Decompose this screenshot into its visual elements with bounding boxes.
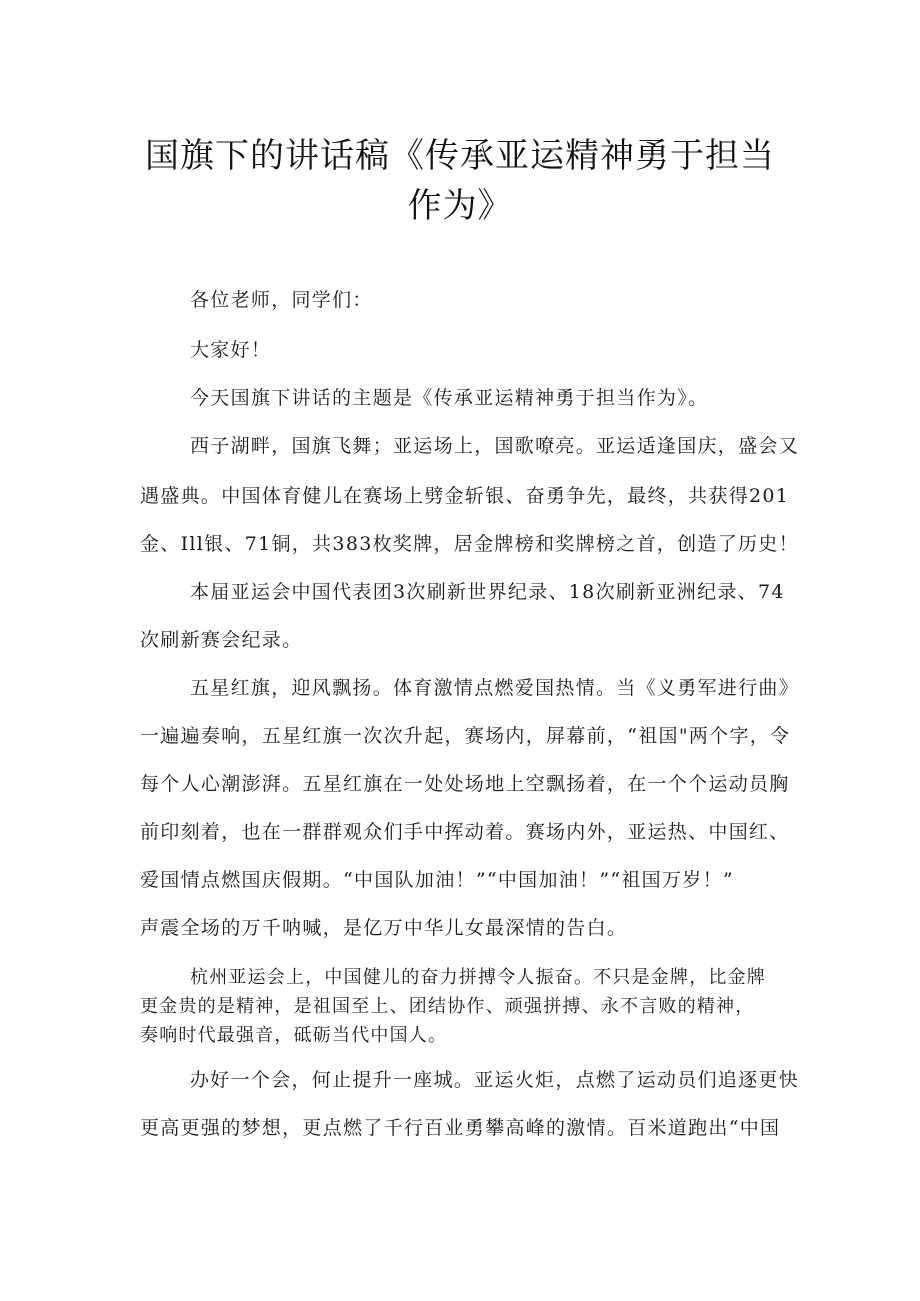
paragraph-3-line: 五星红旗，迎风飘扬。体育激情点燃爱国热情。当《义勇军进行曲》 xyxy=(190,677,800,699)
paragraph-1-line: 遇盛典。中国体育健儿在赛场上劈金斩银、奋勇争先，最终，共获得201 xyxy=(140,485,790,507)
paragraph-3-line: 声震全场的万千呐喊，是亿万中华儿女最深情的告白。 xyxy=(140,917,628,939)
document-title-line-1: 国旗下的讲话稿《传承亚运精神勇于担当 xyxy=(145,136,775,176)
paragraph-2-line: 本届亚运会中国代表团3次刷新世界纪录、18次刷新亚洲纪录、74 xyxy=(190,581,785,603)
paragraph-4-line: 杭州亚运会上，中国健儿的奋力拼搏令人振奋。不只是金牌，比金牌 xyxy=(190,967,766,988)
paragraph-4-line: 奏响时代最强音，砥砺当代中国人。 xyxy=(140,1025,448,1046)
paragraph-3-line: 前印刻着，也在一群群观众们手中挥动着。赛场内外，亚运热、中国红、 xyxy=(140,821,790,843)
document-title-line-2: 作为》 xyxy=(407,186,513,226)
greeting-text: 各位老师，同学们： xyxy=(190,289,373,311)
hello-text: 大家好！ xyxy=(190,339,272,361)
paragraph-4-line: 更金贵的是精神，是祖国至上、团结协作、顽强拼搏、永不言败的精神， xyxy=(140,996,755,1017)
topic-text: 今天国旗下讲话的主题是《传承亚运精神勇于担当作为》。 xyxy=(190,387,709,409)
paragraph-3-line: 一遍遍奏响，五星红旗一次次升起，赛场内，屏幕前，“祖国"两个字，令 xyxy=(140,725,791,747)
paragraph-3-line: 每个人心潮澎湃。五星红旗在一处处场地上空飘扬着，在一个个运动员胸 xyxy=(140,773,790,795)
paragraph-2-line: 次刷新赛会纪录。 xyxy=(140,629,303,651)
paragraph-1-line: 西子湖畔，国旗飞舞；亚运场上，国歌嘹亮。亚运适逢国庆，盛会又 xyxy=(190,435,800,457)
paragraph-5-line: 办好一个会，何止提升一座城。亚运火炬，点燃了运动员们追逐更快 xyxy=(190,1069,800,1091)
paragraph-1-line: 金、Ill银、71铜，共383枚奖牌，居金牌榜和奖牌榜之首，创造了历史！ xyxy=(140,533,799,555)
paragraph-5-line: 更高更强的梦想，更点燃了千行百业勇攀高峰的激情。百米道跑出“中国 xyxy=(140,1117,781,1139)
paragraph-3-line: 爱国情点燃国庆假期。“中国队加油！”“中国加油！”“祖国万岁！” xyxy=(140,869,734,891)
